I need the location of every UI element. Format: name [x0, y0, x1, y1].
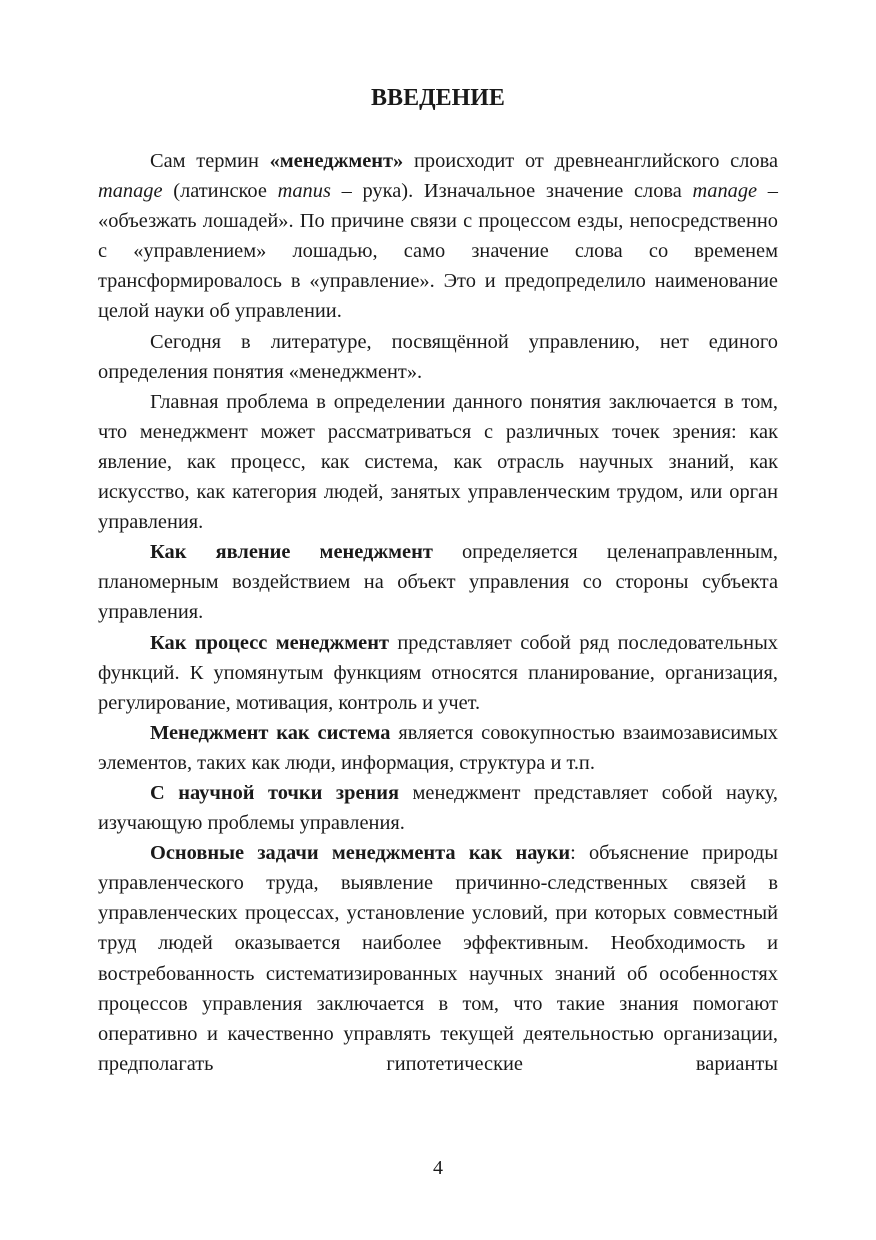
text-run: Главная проблема в определении данного понятия заключается в том, что менеджмент может рассматриваться с различных точек зрения: как явление, как процесс, как система, как отрасль научных знаний, как искусство, как категория людей, занятых управленческим трудом, или орган управления. [98, 390, 778, 534]
text-run: : объяснение природы управленческого труда, выявление причинно-следственных связей в управленческих процессах, установление условий, при которых совместный труд людей оказывается наиболее эффективным. Необходимость и востребованность систематизированных научных знаний об особенностях процессов управления заключается в том, что такие знания помогают оперативно и качественно управлять текущей деятельностью организации, предполагать гипотетические варианты [98, 842, 778, 1075]
paragraph-definition [98, 327, 778, 387]
bold-term: Как процесс менеджмент [150, 631, 389, 654]
bold-term: Основные задачи менеджмента как науки [150, 842, 571, 865]
text-run: является совокупностью взаимозависимых элементов, таких как люди, информация, структура и т.п. [98, 721, 778, 774]
bold-term: «менеджмент» [269, 150, 404, 172]
page-title: ВВЕДЕНИЕ [371, 85, 505, 111]
text-run: происходит от древнеанглийского слова [403, 150, 778, 172]
italic-term: manage [98, 180, 163, 203]
text-run: определяется целенаправленным, планомерным воздействием на объект управления со стороны субъекта управления. [98, 541, 778, 624]
bold-term: Как явление менеджмент [150, 541, 433, 564]
paragraph-as-phenomenon [98, 537, 778, 627]
text-run: Сам термин [150, 150, 270, 172]
paragraph-as-process [98, 628, 778, 718]
text-run: Сегодня в литературе, посвящённой управлению, нет единого определения понятия «менеджмент». [98, 330, 778, 383]
text-run: – рука). Изначальное значение слова [330, 180, 693, 203]
paragraph-main-tasks [98, 838, 778, 1079]
paragraph-as-system [98, 718, 778, 778]
text-run: представляет собой ряд последовательных функций. К упомянутым функциям относятся планирование, организация, регулирование, мотивация, контроль и учет. [98, 631, 778, 714]
bold-term: С научной точки зрения [150, 781, 400, 804]
text-run: (латинское [162, 180, 278, 203]
document-body [98, 146, 778, 1079]
paragraph-main-problem [98, 387, 778, 537]
bold-term: Менеджмент как система [150, 721, 391, 744]
page-number: 4 [433, 1157, 443, 1179]
paragraph-scientific [98, 778, 778, 838]
text-run: – «объезжать лошадей». По причине связи с процессом езды, непосредственно с «управлением» лошадью, само значение слова со временем трансформировалось в «управление». Это и предопределило наименование целой науки об управлении. [98, 180, 779, 323]
paragraph-etymology [98, 146, 778, 327]
text-run: менеджмент представляет собой науку, изучающую проблемы управления. [98, 781, 778, 835]
italic-term: manage [692, 180, 758, 203]
italic-term: manus [277, 180, 331, 203]
